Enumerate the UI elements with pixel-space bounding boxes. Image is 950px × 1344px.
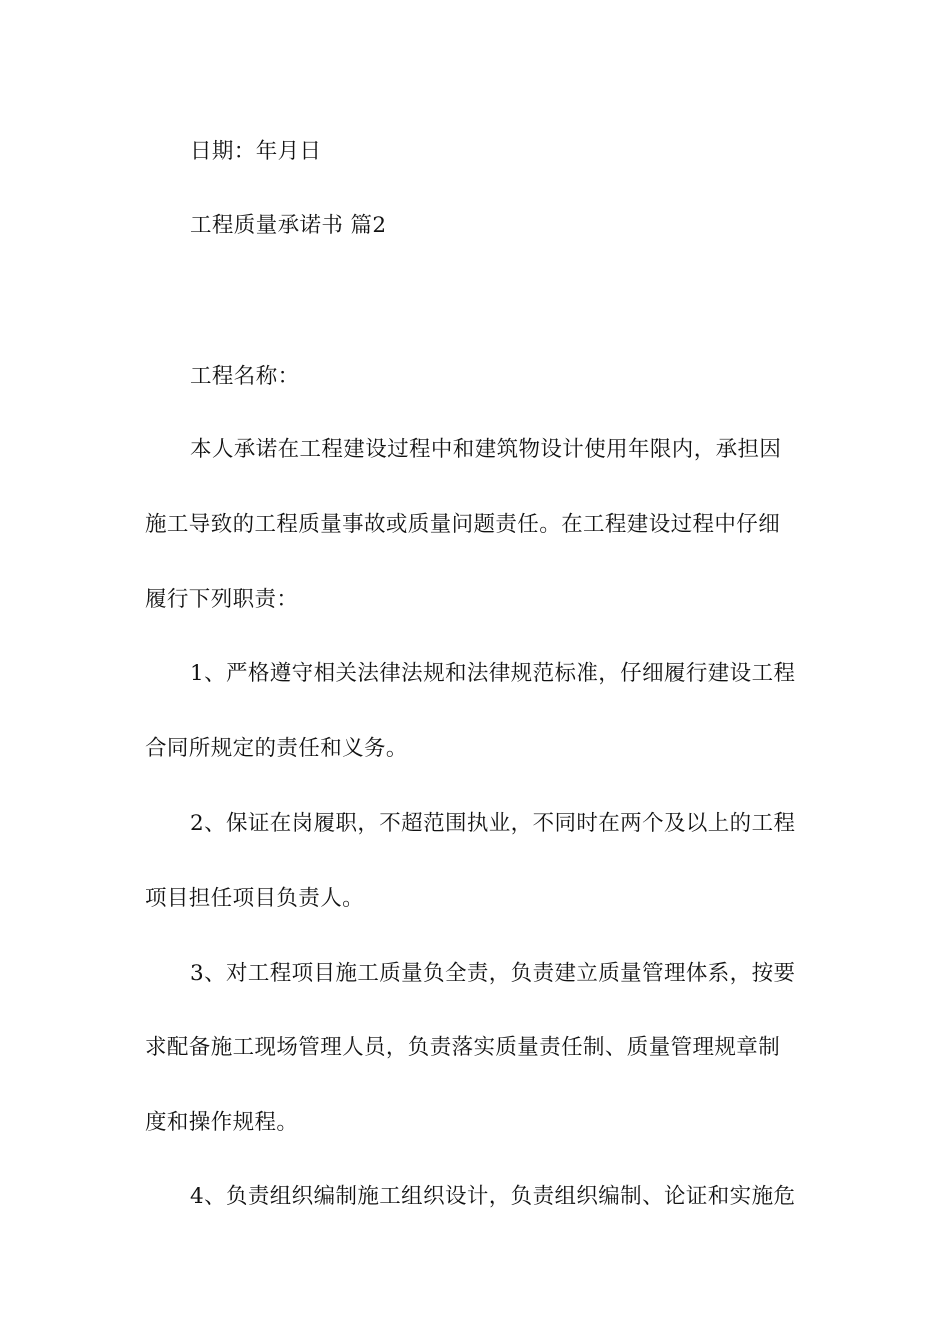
section-heading: 工程质量承诺书 篇2 (190, 213, 387, 238)
paragraph-line: 合同所规定的责任和义务。 (145, 736, 408, 761)
paragraph-line: 度和操作规程。 (145, 1110, 299, 1135)
paragraph-line: 3、对工程项目施工质量负全责，负责建立质量管理体系，按要 (190, 961, 796, 986)
paragraph-line: 1、严格遵守相关法律法规和法律规范标准，仔细履行建设工程 (190, 661, 796, 686)
paragraph-line: 本人承诺在工程建设过程中和建筑物设计使用年限内，承担因 (190, 437, 782, 462)
paragraph-line: 施工导致的工程质量事故或质量问题责任。在工程建设过程中仔细 (145, 512, 781, 537)
paragraph-line: 2、保证在岗履职，不超范围执业，不同时在两个及以上的工程 (190, 811, 796, 836)
date-line: 日期：年月日 (190, 139, 322, 164)
paragraph-line: 4、负责组织编制施工组织设计，负责组织编制、论证和实施危 (190, 1184, 796, 1209)
project-name-label: 工程名称： (190, 364, 300, 389)
paragraph-line: 项目担任项目负责人。 (145, 886, 365, 911)
paragraph-line: 求配备施工现场管理人员，负责落实质量责任制、质量管理规章制 (145, 1035, 781, 1060)
paragraph-line: 履行下列职责： (145, 587, 299, 612)
